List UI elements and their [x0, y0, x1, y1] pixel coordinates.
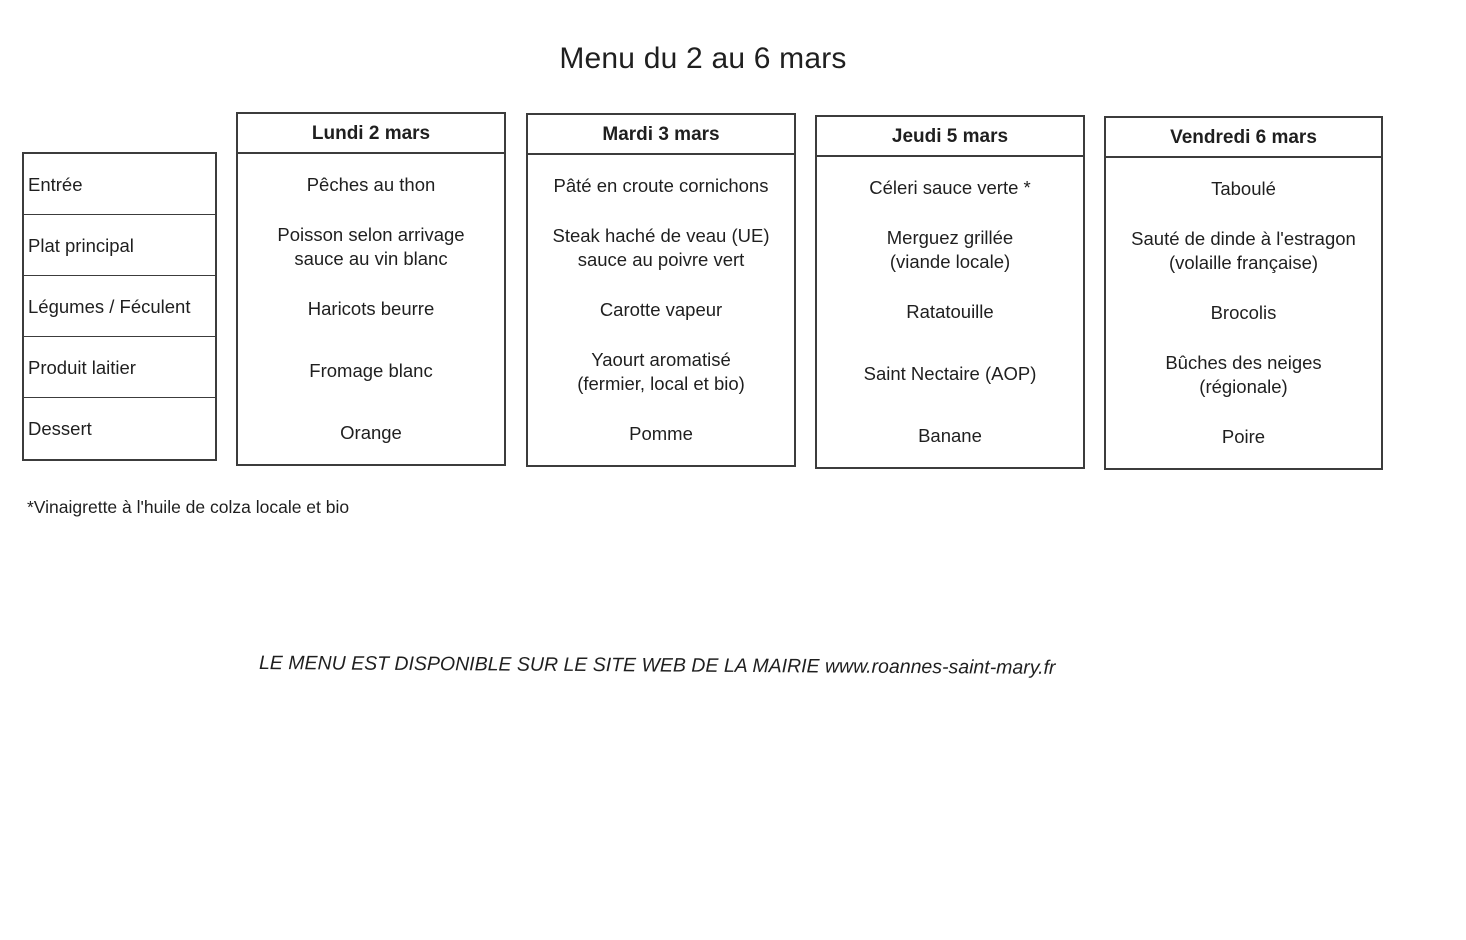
- menu-item: Banane: [918, 425, 982, 446]
- menu-cell-laitier: [1106, 344, 1381, 406]
- menu-item: Pâté en croute cornichons: [553, 175, 769, 196]
- menu-cell-plat: [238, 216, 504, 278]
- menu-cell-plat: [528, 217, 794, 279]
- menu-item: Orange: [340, 422, 402, 443]
- menu-item: Ratatouille: [906, 301, 994, 322]
- day-column-mardi: [526, 113, 796, 467]
- menu-item: Yaourt aromatisé (fermier, local et bio): [577, 349, 745, 394]
- menu-cell-plat: [1106, 220, 1381, 282]
- menu-item: Pomme: [629, 423, 693, 444]
- menu-item: Saint Nectaire (AOP): [863, 363, 1037, 384]
- menu-cell-plat: [817, 219, 1083, 281]
- day-header: Vendredi 6 mars: [1106, 118, 1381, 158]
- menu-cell-legumes: [1106, 282, 1381, 344]
- menu-item: Carotte vapeur: [599, 299, 723, 320]
- row-label-dessert: Dessert: [28, 418, 92, 439]
- day-column-lundi: [236, 112, 506, 466]
- menu-item: Poisson selon arrivage sauce au vin blanc: [277, 224, 465, 269]
- menu-cell-entree: [817, 157, 1083, 219]
- menu-cell-laitier: [528, 341, 794, 403]
- menu-item: Pêches au thon: [306, 174, 436, 195]
- row-label-legumes-feculent: Légumes / Féculent: [24, 276, 215, 337]
- menu-item: Haricots beurre: [307, 298, 435, 319]
- menu-cell-entree: [528, 155, 794, 217]
- day-header: Lundi 2 mars: [238, 114, 504, 154]
- row-label-produit-laitier: Produit laitier: [24, 337, 215, 398]
- day-header: Mardi 3 mars: [528, 115, 794, 155]
- menu-cell-dessert: [1106, 406, 1381, 468]
- menu-item: Bûches des neiges (régionale): [1165, 352, 1322, 397]
- page-title: Menu du 2 au 6 mars: [559, 42, 847, 75]
- row-labels-column: [22, 152, 217, 461]
- row-label-entree: Entrée: [24, 154, 215, 215]
- menu-cell-entree: [1106, 158, 1381, 220]
- menu-item: Sauté de dinde à l'estragon (volaille française): [1131, 228, 1356, 273]
- menu-cell-entree: [238, 154, 504, 216]
- day-column-vendredi: [1104, 116, 1383, 470]
- menu-cell-laitier: [238, 340, 504, 402]
- menu-item: Brocolis: [1210, 302, 1277, 323]
- menu-item: Poire: [1221, 426, 1266, 447]
- footnote: *Vinaigrette à l'huile de colza locale et bio: [27, 497, 350, 517]
- menu-item: Taboulé: [1211, 178, 1276, 199]
- menu-cell-dessert: [817, 405, 1083, 467]
- menu-cell-dessert: [238, 402, 504, 464]
- menu-item: Merguez grillée (viande locale): [886, 227, 1014, 272]
- menu-item: Steak haché de veau (UE) sauce au poivre vert: [552, 225, 770, 270]
- menu-cell-legumes: [528, 279, 794, 341]
- menu-cell-legumes: [238, 278, 504, 340]
- day-column-jeudi: [815, 115, 1085, 469]
- row-label-plat-principal: Plat principal: [24, 215, 215, 276]
- menu-cell-legumes: [817, 281, 1083, 343]
- website-notice: LE MENU EST DISPONIBLE SUR LE SITE WEB DE LA MAIRIE www.roannes-saint-mary.fr: [258, 652, 1056, 679]
- day-header: Jeudi 5 mars: [817, 117, 1083, 157]
- menu-item: Céleri sauce verte *: [869, 177, 1031, 198]
- menu-cell-laitier: [817, 343, 1083, 405]
- menu-item: Fromage blanc: [309, 360, 433, 381]
- menu-cell-dessert: [528, 403, 794, 465]
